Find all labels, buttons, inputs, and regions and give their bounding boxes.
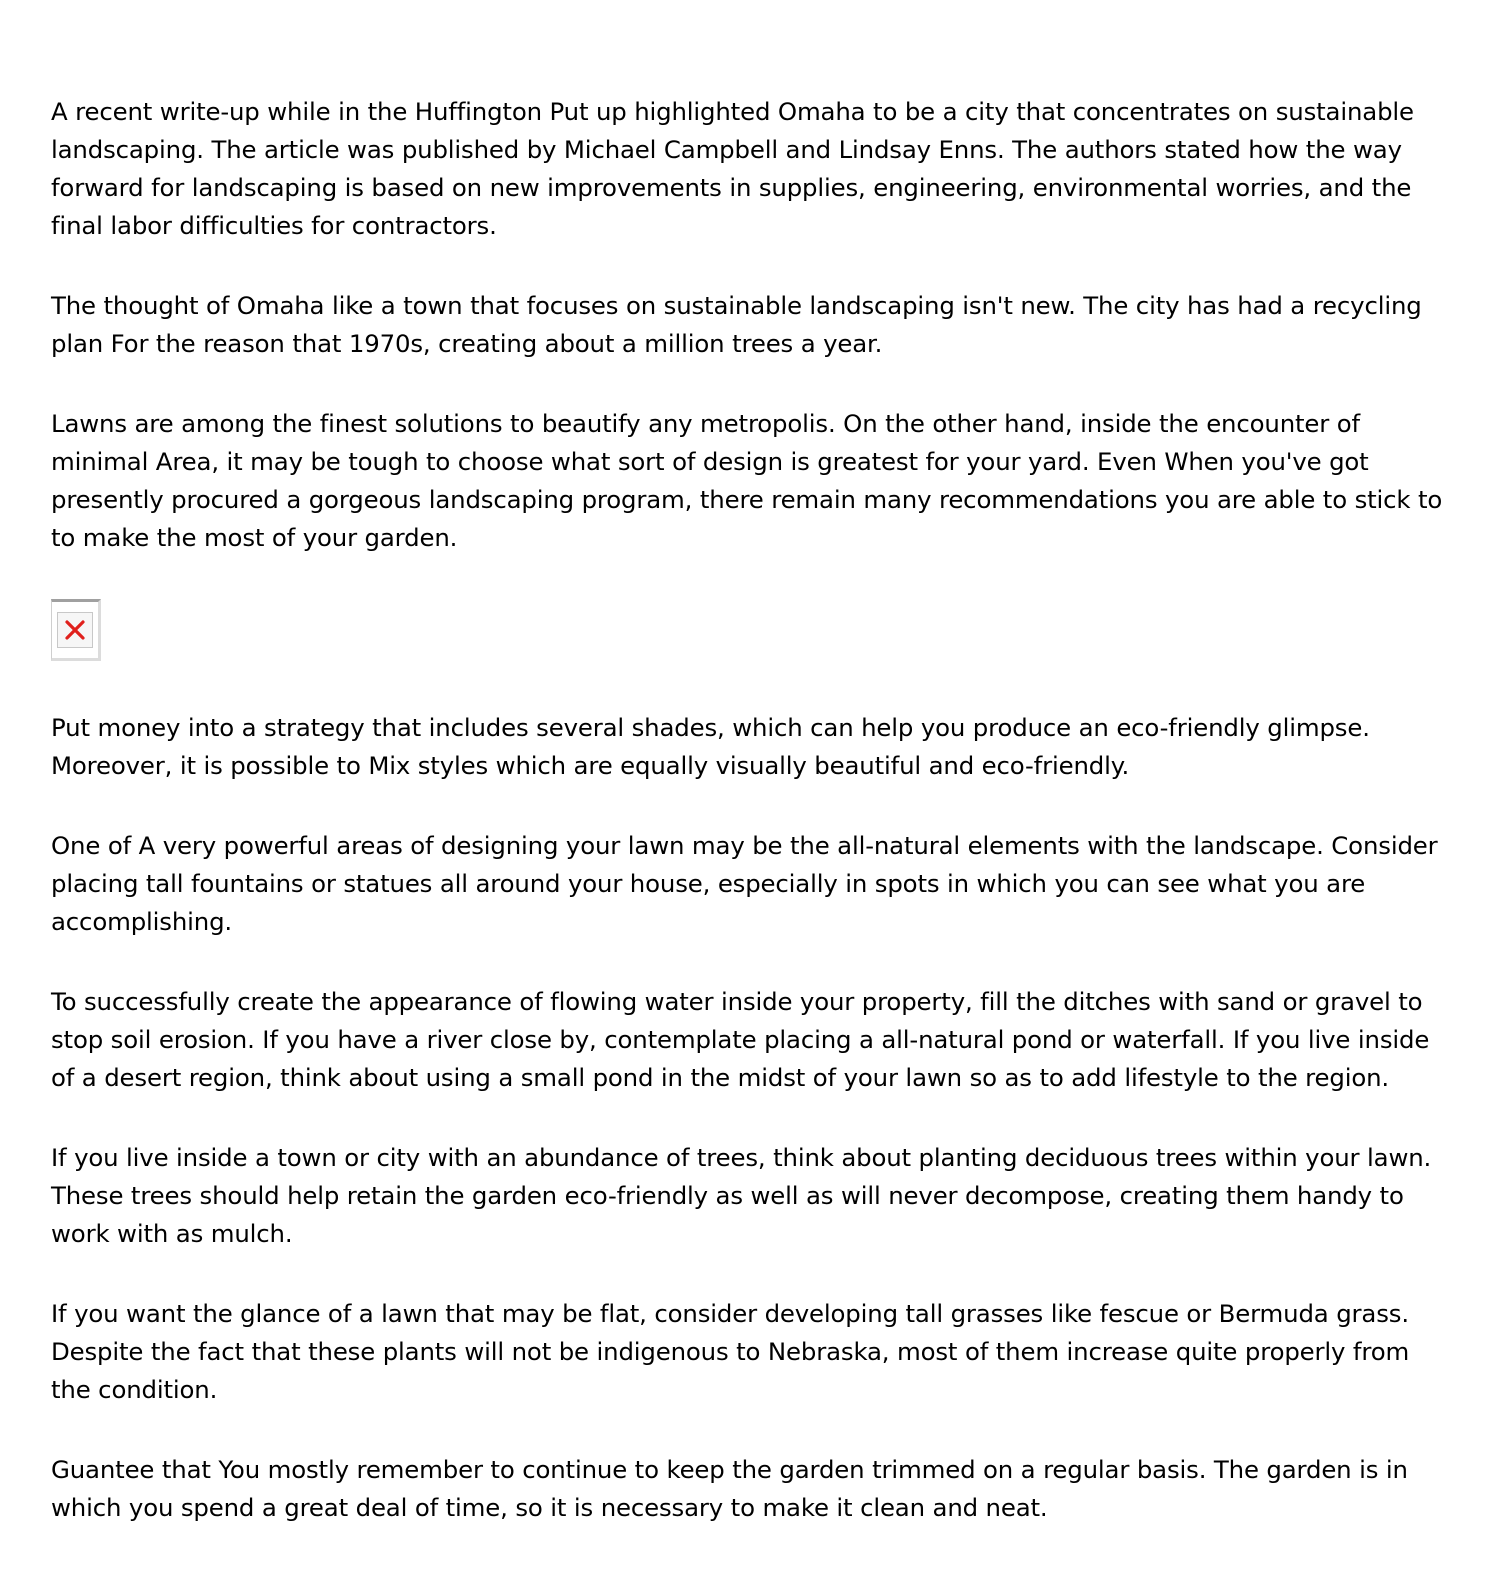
paragraph-flowing-water: To successfully create the appearance of flowing water inside your property, fill the ditches with sand or gravel to stop soil erosion. If you have a river close by, contemplate placing a all-natural pond or waterfall. If you live inside of a desert region, think about using a small pond in the midst of your lawn so as to add lifestyle to the region. [51, 987, 1430, 1092]
paragraph-lawns: Lawns are among the finest solutions to beautify any metropolis. On the other hand, inside the encounter of minimal Area, it may be tough to choose what sort of design is greatest for your yard. Even When you've got presently procured a gorgeous landscaping program, there remain many recommendations you are able to stick to to make the most of your garden. [51, 409, 1443, 552]
paragraph-intro: A recent write-up while in the Huffington Put up highlighted Omaha to be a city that concentrates on sustainable landscaping. The article was published by Michael Campbell and Lindsay Enns. The authors stated how the way forward for landscaping is based on new improvements in supplies, engineering, environmental worries, and the final labor difficulties for contractors. [51, 97, 1414, 240]
broken-image[interactable] [51, 599, 101, 661]
paragraph-shades: Put money into a strategy that includes several shades, which can help you produce an eco-friendly glimpse. Moreover, it is possible to Mix styles which are equally visually beautiful and eco-friendly. [51, 713, 1370, 780]
paragraph-natural-elements: One of A very powerful areas of designing your lawn may be the all-natural elements with the landscape. Consider placing tall fountains or statues all around your house, especially in spots in which you can see what you are accomplishing. [51, 831, 1438, 936]
paragraph-tall-grasses: If you want the glance of a lawn that may be flat, consider developing tall grasses like fescue or Bermuda grass. Despite the fact that these plants will not be indigenous to Nebraska, most of them increase quite properly from the condition. [51, 1299, 1410, 1404]
image-container [51, 599, 1451, 665]
article-body [51, 93, 1451, 1569]
broken-image-icon [57, 612, 93, 648]
close-x-icon [58, 613, 92, 647]
paragraph-omaha-history: The thought of Omaha like a town that focuses on sustainable landscaping isn't new. The city has had a recycling plan For the reason that 1970s, creating about a million trees a year. [51, 291, 1422, 358]
paragraph-deciduous-trees: If you live inside a town or city with an abundance of trees, think about planting deciduous trees within your lawn. These trees should help retain the garden eco-friendly as well as will never decompose, creating them handy to work with as mulch. [51, 1143, 1432, 1248]
paragraph-trimming: Guantee that You mostly remember to continue to keep the garden trimmed on a regular basis. The garden is in which you spend a great deal of time, so it is necessary to make it clean and neat. [51, 1455, 1408, 1522]
